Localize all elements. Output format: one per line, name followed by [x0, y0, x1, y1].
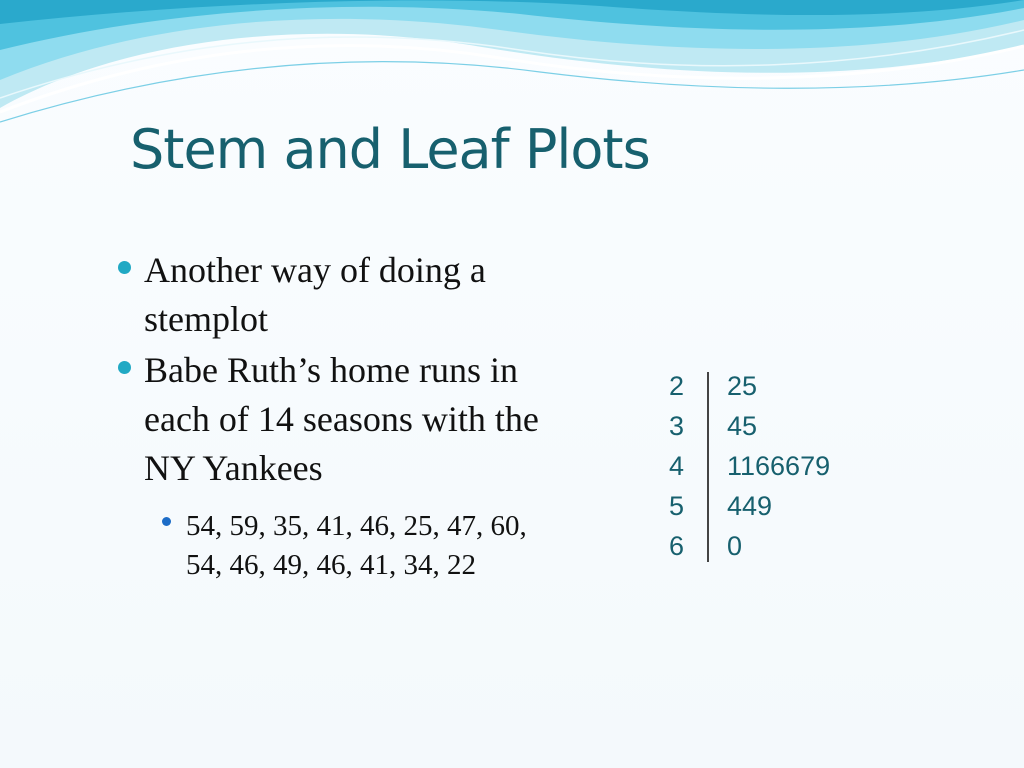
sub-bullet-item — [186, 507, 540, 585]
stem-value: 2 — [669, 371, 685, 401]
bullet-item — [110, 246, 540, 344]
slide-title: Stem and Leaf Plots — [130, 118, 650, 181]
bullet-dot-icon — [118, 261, 131, 274]
leaf-values: 1166679 — [727, 451, 831, 481]
stem-value: 3 — [669, 411, 685, 441]
leaf-values: 449 — [727, 491, 773, 521]
stem-and-leaf-plot — [665, 366, 895, 566]
bullet-text: Babe Ruth’s home runs in each of 14 seasons with the NY Yankees — [144, 350, 539, 488]
sub-bullet-list — [144, 507, 540, 585]
stem-value: 6 — [669, 531, 685, 561]
stem-divider-line — [707, 372, 709, 562]
leaf-values: 45 — [727, 411, 758, 441]
sub-bullet-dot-icon — [162, 517, 171, 526]
bullet-text: Another way of doing a stemplot — [144, 250, 486, 339]
header-wave-decoration — [0, 0, 1024, 130]
leaf-values: 25 — [727, 371, 758, 401]
bullet-item — [110, 346, 540, 585]
home-run-values: 54, 59, 35, 41, 46, 25, 47, 60, 54, 46, 49, 46, 41, 34, 22 — [186, 510, 527, 581]
stem-value: 4 — [669, 451, 685, 481]
stem-value: 5 — [669, 491, 685, 521]
bullet-dot-icon — [118, 361, 131, 374]
bullet-list — [110, 246, 540, 587]
leaf-values: 0 — [727, 531, 743, 561]
